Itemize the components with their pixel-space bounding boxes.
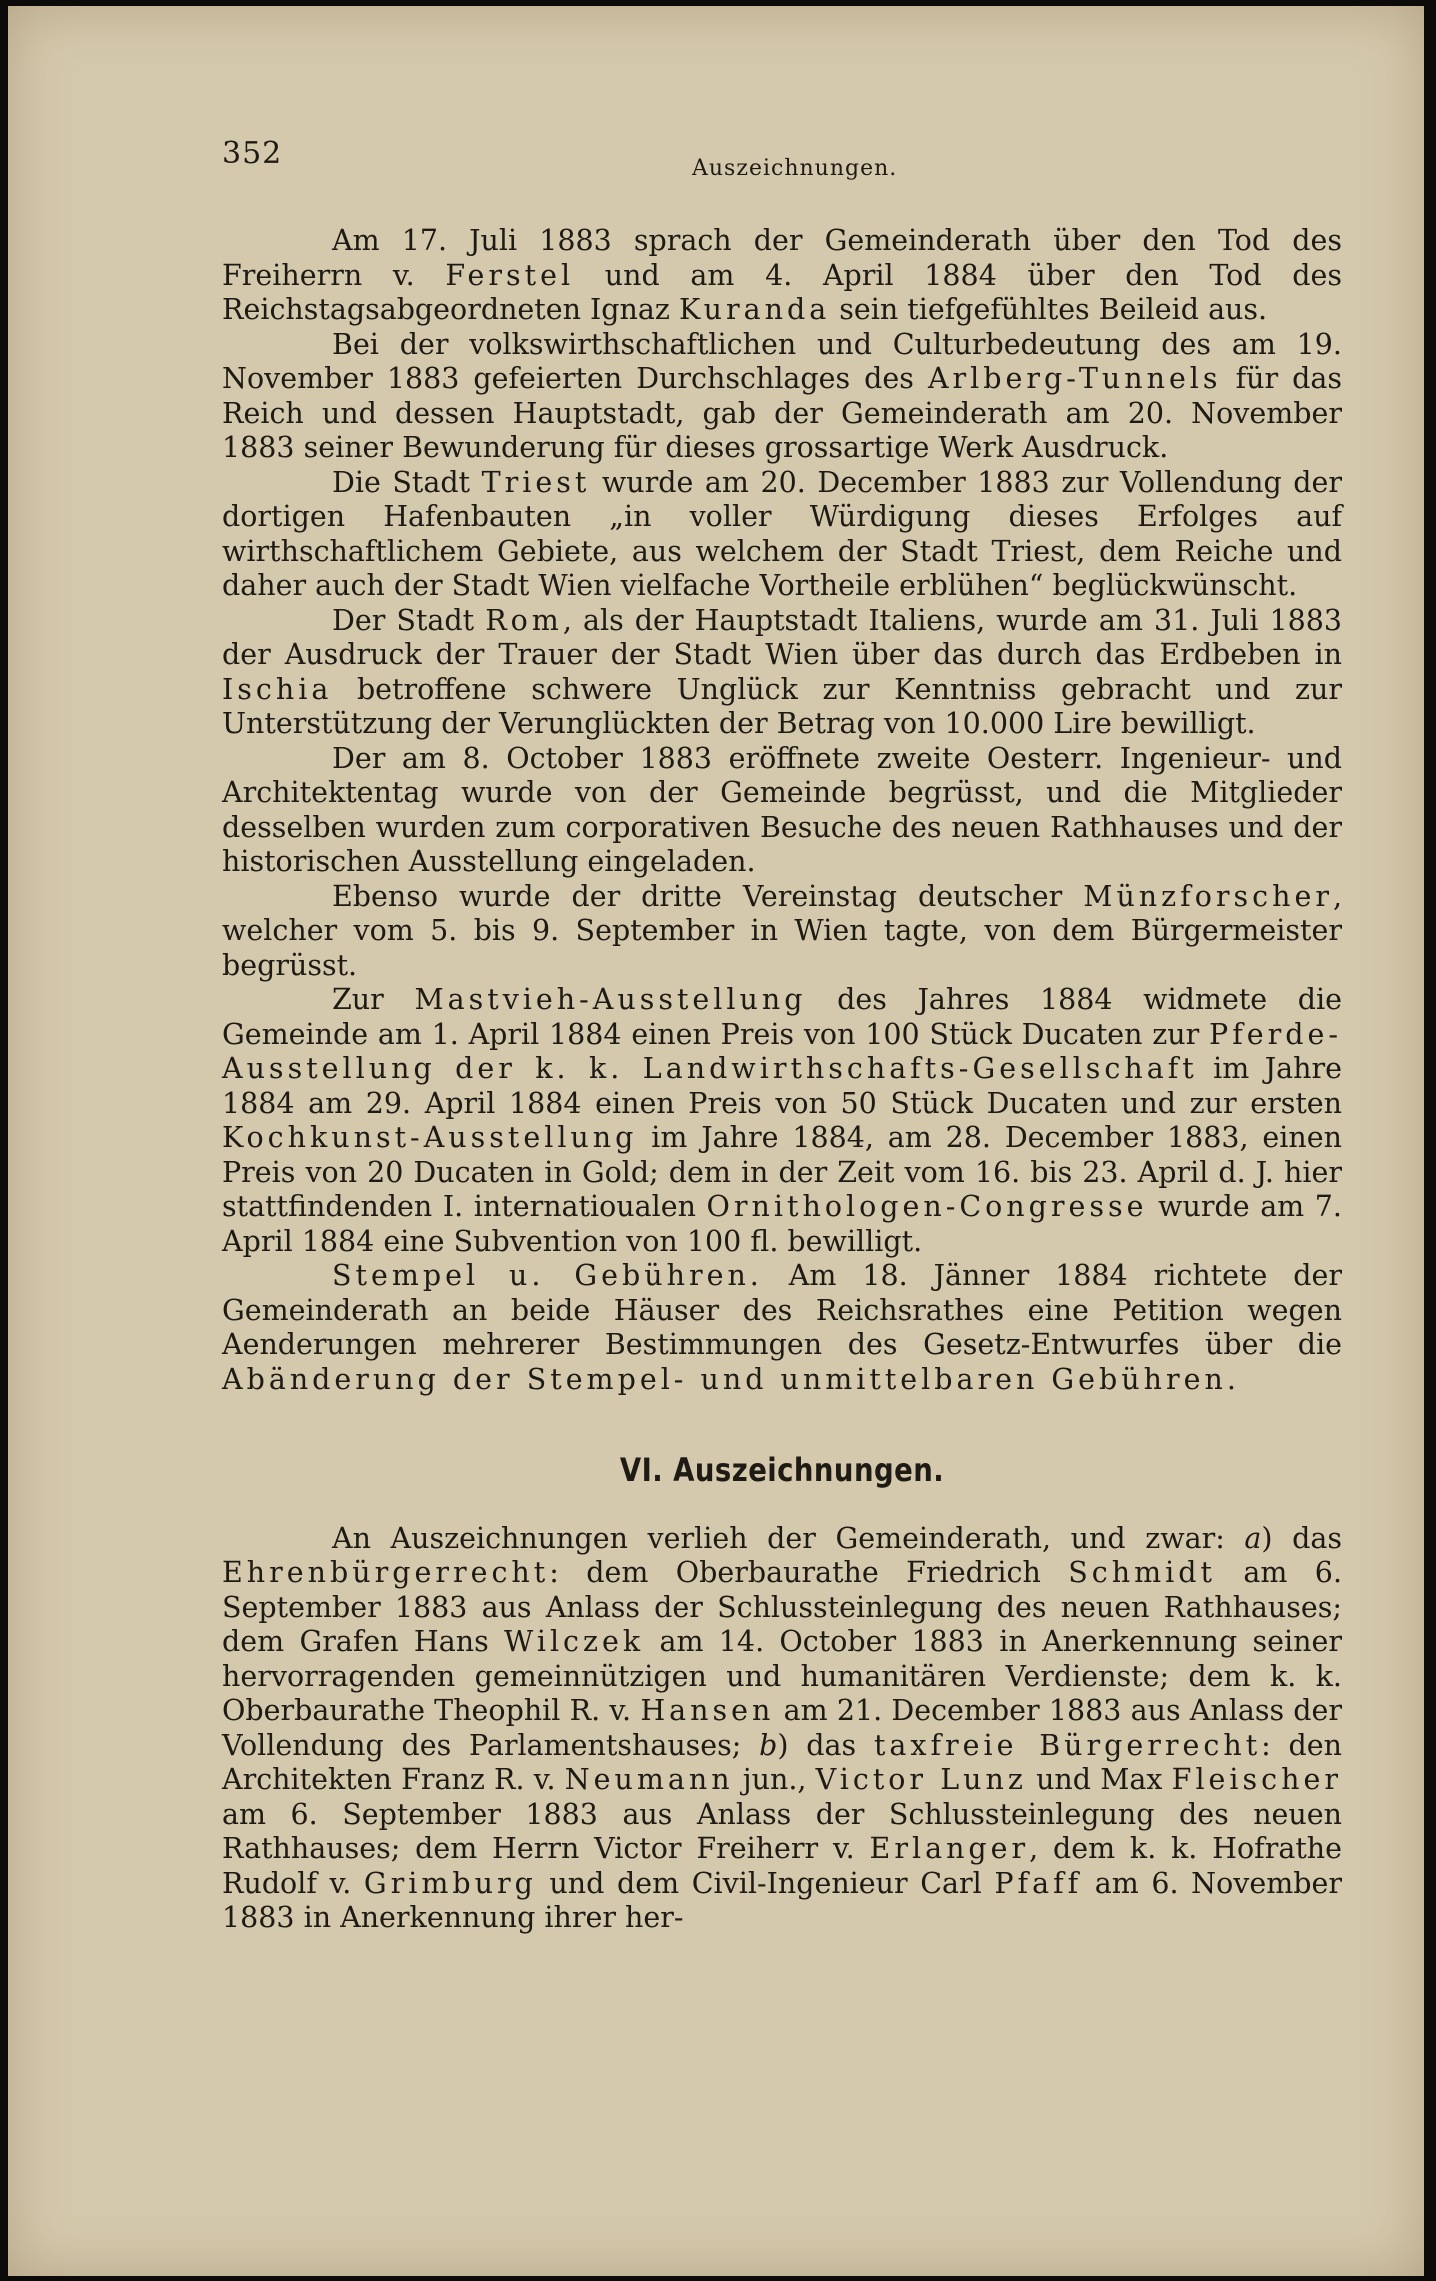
emphasized-term: Münzforscher bbox=[1083, 879, 1333, 913]
emphasized-term: Wilczek bbox=[504, 1625, 645, 1658]
text-run: des Jahres 1884 widmete die Gemeinde am 1. April 1884 einen Preis von 100 Stück Ducaten zur bbox=[222, 983, 1343, 1051]
list-marker: b bbox=[759, 1728, 778, 1762]
emphasized-term: taxfreie Bürgerrecht bbox=[873, 1728, 1262, 1762]
emphasized-term: Victor Lunz bbox=[815, 1763, 1027, 1796]
text-run: Bei der volkswirthschaftlichen und Culturbedeutung des am 19. November 1883 gefeierten Durchschlages des bbox=[222, 327, 1342, 395]
paragraph-stempel bbox=[222, 1259, 1342, 1397]
emphasized-term: Mastvieh-Ausstellung bbox=[414, 983, 807, 1016]
emphasized-term: Pferde-Ausstellung der k. k. Landwirthschafts-Gesellschaft bbox=[222, 1017, 1342, 1085]
list-marker: a bbox=[1244, 1521, 1262, 1555]
emphasized-term: Fleischer bbox=[1171, 1763, 1342, 1796]
text-run: , dem k. k. Hofrathe Rudolf v. bbox=[222, 1832, 1342, 1900]
text-run: Ebenso wurde der dritte Vereinstag deutscher bbox=[332, 879, 1084, 913]
emphasized-term: Ornithologen-Congresse bbox=[706, 1190, 1148, 1223]
page-body bbox=[222, 224, 1342, 1936]
text-run: Zur bbox=[332, 983, 415, 1016]
text-run: ) das bbox=[1261, 1521, 1342, 1555]
paragraph-rom bbox=[222, 604, 1342, 742]
text-run: Am 17. Juli 1883 sprach der Gemeinderath über den Tod des Freiherrn v. bbox=[222, 224, 1342, 292]
emphasized-term: Pfaff bbox=[994, 1866, 1083, 1900]
text-run: : dem Oberbaurathe Friedrich bbox=[549, 1556, 1069, 1589]
emphasized-term: Hansen bbox=[640, 1694, 775, 1727]
emphasized-term: Neumann bbox=[564, 1763, 734, 1796]
page-header bbox=[222, 136, 1342, 186]
text-run: und am 4. April 1884 über den Tod des Reichstagsabgeordneten Ignaz bbox=[222, 258, 1342, 326]
text-run: wurde am 7. April 1884 eine Subvention von 100 fl. bewilligt. bbox=[222, 1190, 1342, 1258]
text-run: am 6. November 1883 in Anerkennung ihrer her- bbox=[222, 1866, 1342, 1934]
emphasized-term: Triest bbox=[481, 465, 591, 499]
text-run: am 21. December 1883 aus Anlass der Vollendung des Parlamentshauses; bbox=[222, 1694, 1343, 1762]
emphasized-term: Arlberg-Tunnels bbox=[927, 362, 1222, 395]
emphasized-term: Ehrenbürgerrecht bbox=[222, 1556, 550, 1589]
text-run: . bbox=[1226, 1362, 1236, 1396]
section-heading-text: VI. Auszeichnungen. bbox=[619, 1451, 945, 1489]
emphasized-term: Ferstel bbox=[445, 258, 575, 292]
text-run: für das Reich und dessen Hauptstadt, gab der Gemeinderath am 20. November 1883 seiner Bewunderung für dieses grossartige Werk Ausdruck. bbox=[222, 362, 1342, 464]
text-run: Am 18. Jänner 1884 richtete der Gemeinderath an beide Häuser des Reichsrathes eine Petition wegen Aenderungen mehrerer Bestimmungen des Gesetz-Entwurfes über die bbox=[222, 1259, 1342, 1361]
text-run: und Max bbox=[1026, 1763, 1172, 1796]
text-run: im Jahre 1884 am 29. April 1884 einen Preis von 50 Stück Ducaten und zur ersten bbox=[222, 1052, 1342, 1120]
text-run: sein tiefgefühltes Beileid aus. bbox=[830, 293, 1268, 326]
text-run: : den Architekten Franz R. v. bbox=[222, 1728, 1342, 1796]
text-run: , welcher vom 5. bis 9. September in Wien tagte, von dem Bürgermeister begrüsst. bbox=[222, 879, 1342, 982]
emphasized-term: Kuranda bbox=[678, 293, 831, 326]
text-run: betroffene schwere Unglück zur Kenntniss gebracht und zur Unterstützung der Verunglückten der Betrag von 10.000 Lire bewilligt. bbox=[222, 672, 1342, 740]
text-run: Der Stadt bbox=[332, 603, 486, 637]
page-number: 352 bbox=[222, 136, 283, 171]
text-run: Die Stadt bbox=[332, 465, 482, 499]
emphasized-term: Rom bbox=[485, 603, 563, 637]
text-run: wurde am 20. December 1883 zur Vollendung der dortigen Hafenbauten „in voller Würdigung dieses Erfolges auf wirthschaftlichem Gebiete, aus welchem der Stadt Triest, dem Reiche und daher auch der Stadt Wien vielfache Vortheile erblühen“ beglückwünscht. bbox=[222, 465, 1342, 602]
paragraph-muenzforscher bbox=[222, 880, 1342, 984]
emphasized-term: Schmidt bbox=[1068, 1556, 1216, 1589]
text-run: im Jahre 1884, am 28. December 1883, einen Preis von 20 Ducaten in Gold; dem in der Zeit vom 16. bis 23. April d. J. hier stattfindenden I. internatioualen bbox=[222, 1121, 1342, 1223]
text-run: am 6. September 1883 aus Anlass der Schlussteinlegung des neuen Rathhauses; dem Grafen Hans bbox=[222, 1556, 1342, 1658]
emphasized-term: Ischia bbox=[222, 672, 333, 706]
text-run: An Auszeichnungen verlieh der Gemeinderath, und zwar: bbox=[332, 1521, 1245, 1555]
paragraph-condolences bbox=[222, 224, 1342, 328]
section-heading bbox=[300, 1453, 1263, 1488]
emphasized-term: Stempel u. Gebühren. bbox=[332, 1259, 763, 1292]
book-page bbox=[8, 6, 1424, 2276]
paragraph-ausstellungen bbox=[222, 983, 1342, 1259]
paragraph-auszeichnungen bbox=[222, 1522, 1342, 1936]
emphasized-term: Grimburg bbox=[363, 1866, 537, 1900]
emphasized-term: Abänderung der Stempel- und unmittelbaren Gebühren bbox=[222, 1362, 1227, 1396]
paragraph-arlberg-tunnel bbox=[222, 328, 1342, 466]
text-run: jun., bbox=[733, 1763, 816, 1796]
text-run: Der am 8. October 1883 eröffnete zweite Oesterr. Ingenieur- und Architektentag wurde von der Gemeinde begrüsst, und die Mitglieder desselben wurden zum corporativen Besuche des neuen Rathhauses und der historischen Ausstellung eingeladen. bbox=[222, 741, 1342, 878]
running-head: Auszeichnungen. bbox=[692, 156, 898, 181]
text-run: am 6. September 1883 aus Anlass der Schlussteinlegung des neuen Rathhauses; dem Herrn Victor Freiherr v. bbox=[222, 1797, 1342, 1865]
text-run: und dem Civil-Ingenieur Carl bbox=[536, 1866, 995, 1900]
emphasized-term: Erlanger bbox=[869, 1832, 1030, 1865]
text-run: , als der Hauptstadt Italiens, wurde am 31. Juli 1883 der Ausdruck der Trauer der Stadt Wien über das durch das Erdbeben in bbox=[222, 603, 1343, 671]
paragraph-ingenieurtag bbox=[222, 742, 1342, 880]
emphasized-term: Kochkunst-Ausstellung bbox=[222, 1121, 638, 1154]
text-run: am 14. October 1883 in Anerkennung seiner hervorragenden gemeinnützigen und humanitären Verdienste; dem k. k. Oberbaurathe Theophil R. v. bbox=[222, 1625, 1342, 1727]
text-run: ) das bbox=[777, 1728, 874, 1762]
paragraph-triest bbox=[222, 466, 1342, 604]
